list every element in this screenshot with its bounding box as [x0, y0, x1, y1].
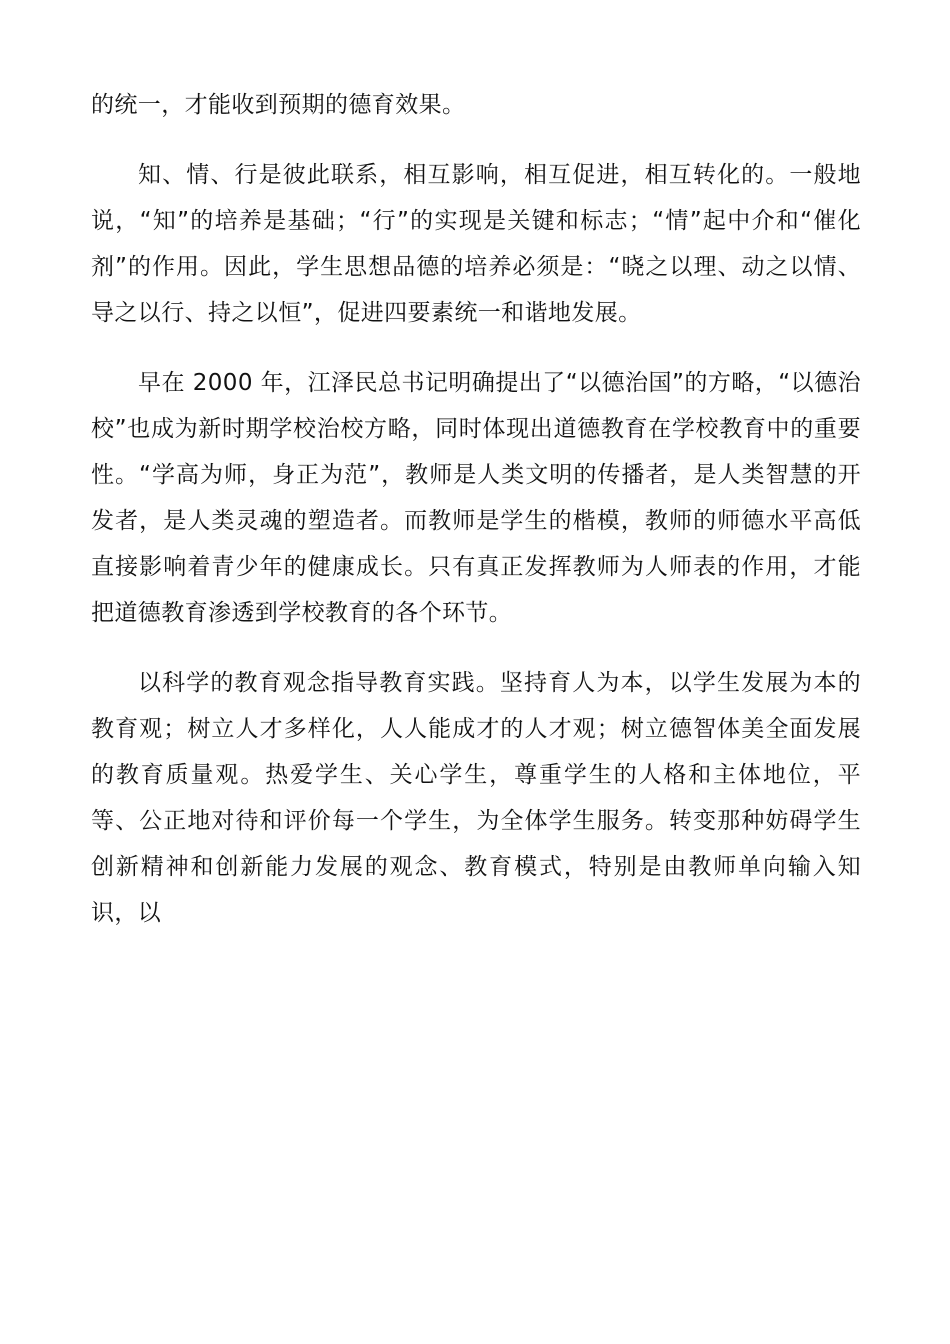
- document-page: [91, 82, 861, 960]
- paragraph-moral-governance: 早在 2000 年，江泽民总书记明确提出了“以德治国”的方略，“以德治校”也成为新时期学校治校方略，同时体现出道德教育在学校教育中的重要性。“学高为师，身正为范”，教师是人类文明的传播者，是人类智慧的开发者，是人类灵魂的塑造者。而教师是学生的楷模，教师的师德水平高低直接影响着青少年的健康成长。只有真正发挥教师为人师表的作用，才能把道德教育渗透到学校教育的各个环节。: [91, 370, 861, 626]
- paragraph-knowledge-emotion-action: 知、情、行是彼此联系，相互影响，相互促进，相互转化的。一般地说，“知”的培养是基础；“行”的实现是关键和标志；“情”起中介和“催化剂”的作用。因此，学生思想品德的培养必须是：“晓之以理、动之以情、导之以行、持之以恒”，促进四要素统一和谐地发展。: [91, 162, 861, 326]
- paragraph-education-concept: 以科学的教育观念指导教育实践。坚持育人为本，以学生发展为本的教育观；树立人才多样化，人人能成才的人才观；树立德智体美全面发展的教育质量观。热爱学生、关心学生，尊重学生的人格和主体地位，平等、公正地对待和评价每一个学生，为全体学生服务。转变那种妨碍学生创新精神和创新能力发展的观念、教育模式，特别是由教师单向输入知识，以: [91, 670, 861, 926]
- paragraph-continuation: 的统一，才能收到预期的德育效果。: [91, 92, 466, 118]
